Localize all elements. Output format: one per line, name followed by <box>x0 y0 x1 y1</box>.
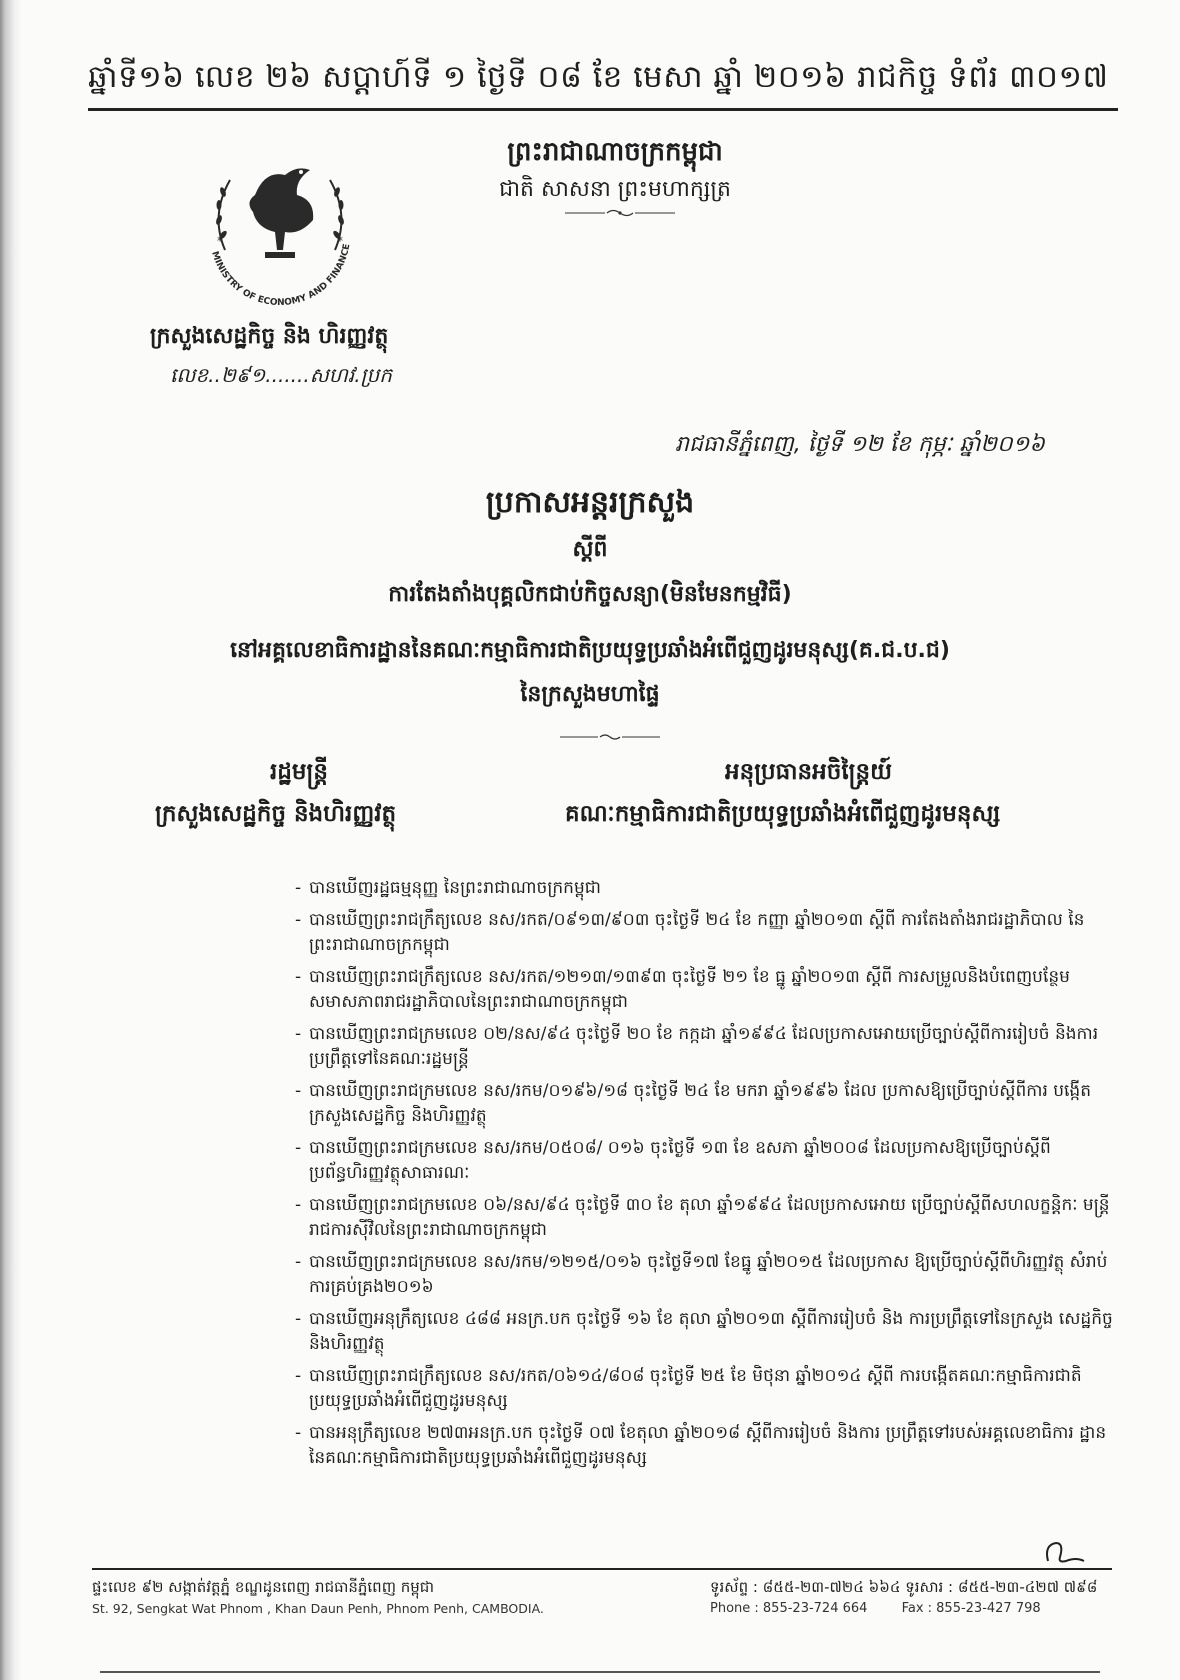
footer-fax: Fax : 855-23-427 798 <box>901 1601 1041 1616</box>
footer-phone: Phone : 855-23-724 664 <box>710 1601 868 1616</box>
list-item: - បានឃើញព្រះរាជក្រឹត្យលេខ នស/រកត/១២១៣/១៣៩៣ ចុះថ្ងៃទី ២១ ខែ ធ្នូ ឆ្នាំ២០១៣ ស្តីពី ការសម្រួលនិងបំពេញបន្ថែម សមាសភាពរាជរដ្ឋាភិបាលនៃព្រះរាជាណាចក្រកម្ពុជា <box>295 965 1115 1016</box>
footer-address-khmer: ផ្ទះលេខ ៩២ សង្កាត់វត្តភ្នំ ខណ្ឌដូនពេញ រាជធានីភ្នំពេញ កម្ពុជា <box>92 1578 435 1596</box>
issuing-ministry: ក្រសួងសេដ្ឋកិច្ច និង ហិរញ្ញវត្ថុ <box>150 324 389 349</box>
list-item: - បានឃើញព្រះរាជក្រមលេខ ០៦/នស/៩៤ ចុះថ្ងៃទី ៣០ ខែ តុលា ឆ្នាំ១៩៩៤ ដែលប្រកាសអោយ ប្រើច្បាប់ស្តីពីសហលក្ខន្តិកៈ មន្ត្រីរាជការស៊ីវិលនៃព្រះរាជាណាចក្រកម្ពុជា <box>295 1193 1115 1244</box>
signatory-right-org: គណៈកម្មាធិការជាតិប្រយុទ្ធប្រឆាំងអំពើជួញដូរមនុស្ស <box>565 801 1001 827</box>
list-item: - បានឃើញអនុក្រឹត្យលេខ ៤៨៨ អនក្រ.បក ចុះថ្ងៃទី ១៦ ខែ តុលា ឆ្នាំ២០១៣ ស្តីពីការរៀបចំ និង ការប្រព្រឹត្តទៅនៃក្រសួង សេដ្ឋកិច្ច និងហិរញ្ញវត្ថុ <box>295 1307 1115 1358</box>
footer-phone-khmer: ទូរស័ព្ទ : ៨៥៥-២៣-៧២៤ ៦៦៤ ទូរសារ : ៨៥៥-២៣-៤២៧ ៧៩៨ <box>710 1578 1098 1596</box>
ornament-divider-icon <box>565 208 675 218</box>
kingdom-name: ព្រះរាជាណាចក្រកម្ពុជា <box>507 137 723 167</box>
gazette-header: ឆ្នាំទី១៦ លេខ ២៦ សប្តាហ៍ទី ១ ថ្ងៃទី ០៨ ខែ មេសា ឆ្នាំ ២០១៦ រាជកិច្ច ទំព័រ ៣០១៧ <box>88 59 1109 95</box>
document-title: ប្រកាសអន្តរក្រសួង <box>485 485 695 520</box>
concerning-label: ស្តីពី <box>572 537 608 562</box>
svg-text:MINISTRY OF ECONOMY AND FINANC: MINISTRY OF ECONOMY AND FINANCE <box>209 243 353 309</box>
reference-number: លេខ..២៩១.......សហវ.ប្រក <box>170 363 392 387</box>
list-item: - បានឃើញព្រះរាជក្រមលេខ នស/រកម/១២១៥/០១៦ ចុះថ្ងៃទី១៧ ខែធ្នូ ឆ្នាំ២០១៥ ដែលប្រកាស ឱ្យប្រើច្បាប់ស្តីពីហិរញ្ញវត្ថុ សំរាប់ការគ្រប់គ្រង២០១៦ <box>295 1250 1115 1301</box>
footer-address-english: St. 92, Sengkat Wat Phnom , Khan Daun Penh, Phnom Penh, CAMBODIA. <box>92 1601 544 1616</box>
list-item: - បានអនុក្រឹត្យលេខ ២៧៣អនក្រ.បក ចុះថ្ងៃទី ០៧ ខែតុលា ឆ្នាំ២០១៨ ស្តីពីការរៀបចំ និងការ ប្រព្រឹត្តទៅរបស់អគ្គលេខាធិការ ដ្ឋាននៃគណៈកម្មាធិការជាតិប្រយុទ្ធប្រឆាំងអំពើជួញដូរមនុស្ស <box>295 1421 1115 1472</box>
list-item: - បានឃើញព្រះរាជក្រមលេខ នស/រកម/០៥០៨/ ០១៦ ចុះថ្ងៃទី ១៣ ខែ ឧសភា ឆ្នាំ២០០៨ ដែលប្រកាសឱ្យប្រើច្បាប់ស្តីពី ប្រព័ន្ធហិរញ្ញវត្ថុសាធារណៈ <box>295 1136 1115 1187</box>
list-item: - បានឃើញព្រះរាជក្រឹត្យលេខ នស/រកត/០៦១៤/៨០៨ ចុះថ្ងៃទី ២៥ ខែ មិថុនា ឆ្នាំ២០១៤ ស្តីពី ការបង្កើតគណៈកម្មាធិការជាតិ ប្រយុទ្ធប្រឆាំងអំពើជួញដូរមនុស្ស <box>295 1364 1115 1415</box>
ornament-divider-icon <box>560 733 660 741</box>
issue-date: រាជធានីភ្នំពេញ, ថ្ងៃទី ១២ ខែ កុម្ភៈ ឆ្នាំ២០១៦ <box>675 432 1045 457</box>
reference-label: លេខ <box>170 363 209 387</box>
handwritten-initial-icon <box>1040 1535 1090 1569</box>
legal-basis-list <box>295 876 1115 1478</box>
signatory-right-title: អនុប្រធានអចិន្ត្រៃយ៍ <box>725 759 892 785</box>
reference-value: ២៩១ <box>220 363 266 387</box>
footer-contact-english <box>710 1601 1041 1616</box>
signatory-left-title: រដ្ឋមន្ត្រី <box>270 759 328 785</box>
page-bottom-rule <box>100 1671 1100 1673</box>
footer-rule <box>92 1568 1112 1570</box>
list-item: - បានឃើញព្រះរាជក្រមលេខ ០២/នស/៩៤ ចុះថ្ងៃទី ២០ ខែ កក្កដា ឆ្នាំ១៩៩៤ ដែលប្រកាសអោយប្រើច្បាប់ស្តីពីការរៀបចំ និងការប្រព្រឹត្តទៅនៃគណៈរដ្ឋមន្ត្រី <box>295 1022 1115 1073</box>
header-rule <box>88 108 1118 111</box>
svg-text:*: * <box>217 234 223 248</box>
reference-suffix: សហវ.ប្រក <box>309 363 392 387</box>
list-item: - បានឃើញព្រះរាជក្រឹត្យលេខ នស/រកត/០៩១៣/៩០៣ ចុះថ្ងៃទី ២៤ ខែ កញ្ញា ឆ្នាំ២០១៣ ស្តីពី ការតែងតាំងរាជរដ្ឋាភិបាល នៃព្រះរាជាណាចក្រកម្ពុជា <box>295 908 1115 959</box>
national-motto: ជាតិ សាសនា ព្រះមហាក្សត្រ <box>499 177 731 202</box>
signatory-left-org: ក្រសួងសេដ្ឋកិច្ច និងហិរញ្ញវត្ថុ <box>155 801 397 827</box>
subject-line-1: ការតែងតាំងបុគ្គលិកជាប់កិច្ចសន្យា(មិនមែនកម្មវិធី) <box>388 582 792 607</box>
list-item: - បានឃើញរដ្ឋធម្មនុញ្ញ នៃព្រះរាជាណាចក្រកម្ពុជា <box>295 876 1115 902</box>
ministry-seal-icon <box>185 140 375 310</box>
svg-text:*: * <box>337 234 343 248</box>
subject-line-2: នៅអគ្គលេខាធិការដ្ឋាននៃគណៈកម្មាធិការជាតិប្រយុទ្ធប្រឆាំងអំពើជួញដូរមនុស្ស(គ.ជ.ប.ជ) <box>230 638 950 663</box>
list-item: - បានឃើញព្រះរាជក្រមលេខ នស/រកម/០១៩៦/១៨ ចុះថ្ងៃទី ២៤ ខែ មករា ឆ្នាំ១៩៩៦ ដែល ប្រកាសឱ្យប្រើច្បាប់ស្តីពីការ បង្កើតក្រសួងសេដ្ឋកិច្ច និងហិរញ្ញវត្ថុ <box>295 1079 1115 1130</box>
scan-edge <box>0 0 22 1680</box>
subject-line-3: នៃក្រសួងមហាផ្ទៃ <box>520 682 660 707</box>
